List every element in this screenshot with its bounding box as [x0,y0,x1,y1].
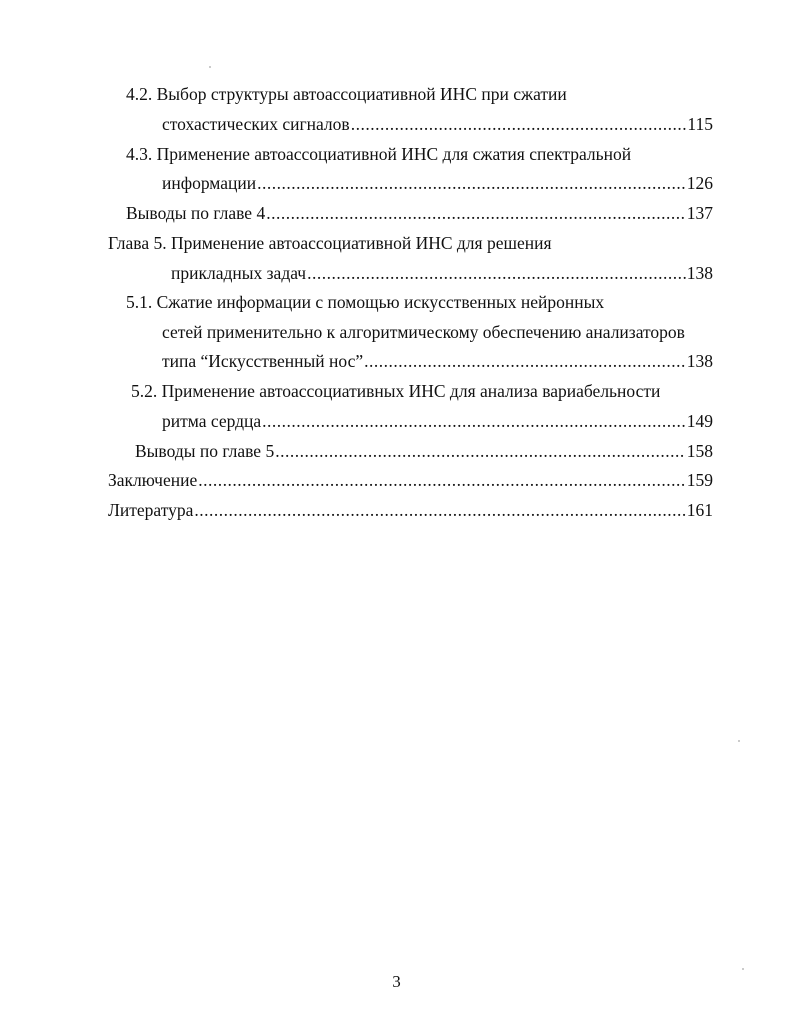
dot-leader [262,410,686,432]
dot-leader [275,440,686,462]
toc-entry-text: Выводы по главе 5 [135,441,275,461]
toc-entry-conclusions-4 [126,202,713,224]
toc-page-number: 161 [686,500,713,520]
toc-entry-4-2-leader [162,113,713,135]
toc-entry-conclusion [108,469,713,491]
toc-entry-chapter-5-leader [171,262,713,284]
dot-leader [364,350,686,372]
toc-entry-text: типа “Искусственный нос” [162,351,364,371]
toc-entry-text: сетей применительно к алгоритмическому обеспечению анализаторов [162,322,685,342]
toc-page-number: 126 [686,173,713,193]
toc-entry-5-1-title [126,291,604,313]
toc-entry-text: 5.2. Применение автоассоциативных ИНС для анализа вариабельности [131,381,661,401]
toc-entry-5-2-leader [162,410,713,432]
scan-speck [209,66,211,68]
toc-entry-5-1-continuation [162,321,685,343]
toc-entry-text: 4.2. Выбор структуры автоассоциативной ИНС при сжатии [126,84,567,104]
toc-entry-literature [108,499,713,521]
dot-leader [257,172,686,194]
toc-page-number: 138 [686,263,713,283]
scan-speck [738,740,740,742]
toc-entry-text: 4.3. Применение автоассоциативной ИНС для сжатия спектральной [126,144,632,164]
toc-entry-text: Глава 5. Применение автоассоциативной ИНС для решения [108,233,552,253]
scan-speck [742,968,744,970]
toc-entry-text: стохастических сигналов [162,114,350,134]
toc-page-number: 138 [686,351,713,371]
toc-page-number: 149 [686,411,713,431]
toc-page-number: 137 [686,203,713,223]
toc-entry-chapter-5-title [108,232,552,254]
toc-page-number: 115 [687,114,713,134]
toc-entry-conclusions-5 [135,440,713,462]
toc-entry-text: прикладных задач [171,263,307,283]
toc-entry-5-1-leader [162,350,713,372]
dot-leader [194,499,685,521]
dot-leader [198,469,686,491]
toc-entry-4-3-leader [162,172,713,194]
toc-entry-5-2-title [131,380,660,402]
toc-entry-4-3-title [126,143,631,165]
toc-entry-text: информации [162,173,257,193]
toc-entry-text: Заключение [108,470,198,490]
toc-page-number: 158 [686,441,713,461]
page-number: 3 [392,972,401,991]
toc-page-number: 159 [686,470,713,490]
dot-leader [307,262,686,284]
dot-leader [266,202,686,224]
toc-entry-text: Литература [108,500,194,520]
toc-entry-text: ритма сердца [162,411,262,431]
toc-entry-text: Выводы по главе 4 [126,203,266,223]
toc-entry-4-2-title [126,83,567,105]
dot-leader [351,113,687,135]
toc-entry-text: 5.1. Сжатие информации с помощью искусственных нейронных [126,292,605,312]
